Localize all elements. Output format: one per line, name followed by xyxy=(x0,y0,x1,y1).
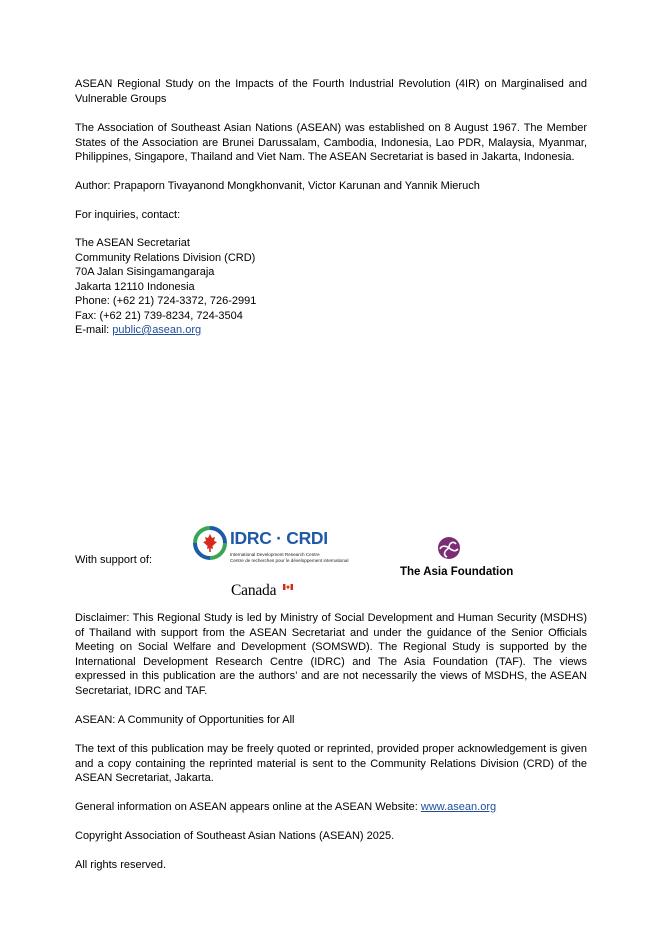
inquiries-label: For inquiries, contact: xyxy=(75,209,181,221)
idrc-subtitle-en: International Development Research Centre xyxy=(230,552,320,557)
asia-foundation-logo-icon xyxy=(438,537,460,559)
support-label: With support of: xyxy=(75,554,153,566)
idrc-emblem-icon xyxy=(193,526,227,560)
contact-street: 70A Jalan Sisingamangaraja xyxy=(75,266,215,278)
contact-org: The ASEAN Secretariat xyxy=(75,237,190,249)
contact-city: Jakarta 12110 Indonesia xyxy=(75,280,195,293)
canada-flag-icon xyxy=(283,584,293,590)
authors: Author: Prapaporn Tivayanond Mongkhonvanit, Victor Karunan and Yannik Mieruch xyxy=(75,180,480,192)
contact-block xyxy=(75,236,587,338)
canada-wordmark-text: Canada xyxy=(231,582,277,599)
website-link[interactable]: www.asean.org xyxy=(420,801,497,813)
contact-division: Community Relations Division (CRD) xyxy=(75,251,256,264)
website-line xyxy=(75,800,587,815)
about-asean: The Association of Southeast Asian Nations (ASEAN) was established on 8 August 1967. The Member States of the Association are Brunei Darussalam, Cambodia, Indonesia, Lao PDR, Malaysia, Myanmar, Philippines, Singapore, Thailand and Viet Nam. The ASEAN Secretariat is based in Jakarta, Indonesia. xyxy=(75,122,587,163)
idrc-subtitle-fr: Centre de recherches pour le développement international xyxy=(230,558,349,563)
idrc-name: IDRC · CRDI xyxy=(230,528,328,548)
contact-fax: Fax: (+62 21) 739-8234, 724-3504 xyxy=(75,309,243,322)
rights: All rights reserved. xyxy=(75,859,167,871)
study-title: ASEAN Regional Study on the Impacts of the Fourth Industrial Revolution (4IR) on Marginalised and Vulnerable Groups xyxy=(75,78,587,105)
disclaimer: Disclaimer: This Regional Study is led by Ministry of Social Development and Human Security (MSDHS) of Thailand with support from the ASEAN Secretariat and under the guidance of the Senior Officials Meeting on Social Welfare and Development (SOMSWD). The Regional Study is supported by the International Development Research Centre (IDRC) and The Asia Foundation (TAF). The views expressed in this publication are the authors’ and are not necessarily the views of MSDHS, the ASEAN Secretariat, IDRC and TAF. xyxy=(75,612,587,697)
email-label: E-mail: xyxy=(75,324,113,336)
website-text: General information on ASEAN appears online at the ASEAN Website: xyxy=(75,801,421,813)
asia-foundation-name: The Asia Foundation xyxy=(400,566,514,578)
contact-email-line xyxy=(75,323,587,338)
tagline: ASEAN: A Community of Opportunities for All xyxy=(75,714,295,726)
idrc-logo xyxy=(193,526,363,570)
contact-phone: Phone: (+62 21) 724-3372, 726-2991 xyxy=(75,295,257,307)
email-link[interactable]: public@asean.org xyxy=(112,324,202,336)
reprint-notice: The text of this publication may be freely quoted or reprinted, provided proper acknowledgement is given and a copy containing the reprinted material is sent to the Community Relations Division (CRD) of the ASEAN Secretariat, Jakarta. xyxy=(75,743,587,784)
copyright: Copyright Association of Southeast Asian Nations (ASEAN) 2025. xyxy=(75,830,395,842)
canada-wordmark xyxy=(231,582,293,600)
